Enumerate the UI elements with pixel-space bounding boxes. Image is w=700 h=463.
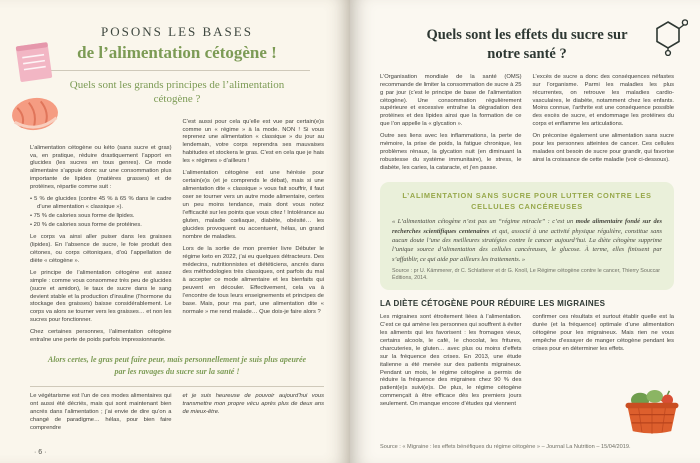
list-item: • 5 % de glucides (contre 45 % à 65 % dans le cadre d’une alimentation « classique »).: [30, 196, 172, 212]
paragraph: L’alimentation cétogène est une hérésie pour certain(e)s (et je comprends le débat), mais si une alimentation dite « classique » vous fait souffrir, il faut oser se tourner vers un autre mode alimentaire, certes un peu moins tendance, mais dont vous notez l’efficacité sur les points que vous citez ! Intolérance au gluten, maladie cœliaque, diabète, obésité… les glucides provoquent ou accentuent, hélas, un grand nombre de maladies.: [182, 170, 324, 240]
list-item: • 20 % de calories sous forme de protéines.: [30, 222, 172, 230]
left-column-1: [30, 119, 172, 350]
callout-title: L’ALIMENTATION SANS SUCRE POUR LUTTER CONTRE LES CELLULES CANCÉREUSES: [402, 190, 652, 211]
paragraph: et je suis heureuse de pouvoir aujourd’hui vous transmettre mon propre vécu après plus de deux ans de mieux-être.: [182, 393, 324, 416]
callout-source: Source : pr U. Kämmerer, dr C. Schlatterer et dr G. Knoll, Le Régime cétogène contre le cancer, Thierry Souccar Éditions, 2014.: [392, 267, 661, 282]
paragraph: C’est aussi pour cela qu’elle est vue par certain(e)s comme un « régime » à la mode. NON ! Si vous reprenez une alimentation « classique » du jour au lendemain, votre corps reprendra ses mauvaises habitudes et stockera le gras. C’est en cela que je hais les « régimes » d’ailleurs !: [182, 118, 324, 165]
divider: [30, 386, 324, 387]
paragraph: Le principe de l’alimentation cétogène est assez simple : comme vous consommez très peu de glucides (sucre et amidon), le taux de sucre dans le sang devient stable et la production d’insuline (l’hormone du stockage des graisses) baisse considérablement. Le corps va alors se tourner vers les graisses… et non les sucres pour fonctionner.: [30, 269, 172, 324]
callout-text-segment: « L’alimentation cétogène n’est pas un “régime miracle” : c’est un: [392, 218, 576, 226]
sugar-molecule-icon: [648, 14, 688, 56]
left-footer-columns: [30, 393, 324, 433]
article-source: Source : « Migraine : les effets bénéfiques du régime cétogène » – Journal La Nutrition – 15/04/2019.: [380, 444, 631, 451]
right-page: [350, 0, 700, 463]
left-column-2: [183, 119, 325, 350]
paragraph: On préconise également une alimentation sans sucre pour les personnes atteintes de cancer. Ces cellules malades ont besoin de sucre pour grandir, qui favorise ainsi la croissance de cette maladie (voir ci-dessous).: [532, 133, 674, 164]
cancer-callout-box: [380, 182, 674, 290]
footer-column-2: [183, 393, 325, 433]
right-body-columns: [380, 74, 674, 177]
paragraph: confirmer ces résultats et surtout établir quelle est la durée (et la fréquence) optimale d’une alimentation cétogène pour les migraineux. Mais rien ne vous empêche d’essayer de manger cétogène pendant les crises pour en déterminer les effets.: [532, 313, 674, 352]
paragraph: L’alimentation cétogène ou kéto (sans sucre et gras) va, en pratique, réduire drastiquement l’apport en glucides (les sucres en tous genres). Ce mode alimentaire s’appuie donc sur une consommation plus importante de lipides (matières grasses) et de protéines, répartie comme suit :: [30, 144, 172, 191]
kicker-title: POSONS LES BASES: [101, 24, 253, 39]
notepad-icon: [16, 42, 53, 82]
paragraph: Chez certaines personnes, l’alimentation cétogène entraîne une perte de poids parfois impressionnante.: [30, 329, 172, 344]
salmon-icon: [10, 96, 59, 133]
paragraph: Outre ses liens avec les inflammations, la perte de mémoire, la prise de poids, la fatigue chronique, les problèmes rénaux, la glycation nuit (en diminuant la robustesse du système immunitaire), le stress, le diabète, les caries, la cataracte, et j’en passe.: [380, 133, 522, 171]
vegetable-basket-icon: [620, 383, 684, 439]
section-question-heading: Quels sont les grands principes de l’alimentation cétogène ?: [69, 79, 285, 106]
footer-column-1: [30, 393, 172, 433]
right-column-2: [533, 74, 675, 177]
right-column-1: [380, 74, 522, 177]
callout-text-bold: mode alimentaire fondé sur des recherches scientifiques centenaires: [392, 218, 662, 235]
page-number: · 6 ·: [34, 449, 47, 456]
paragraph: Lors de la sortie de mon premier livre Débuter le régime keto en 2022, j’ai eu quelques détracteurs. Des médecins, nutritionnistes et diététiciens, ancrés dans des méthodologies très classiques, ont parfois du mal à accepter ce mode alimentaire et les bienfaits qui peuvent en découler. Effectivement, cela va à l’encontre de tous leurs enseignements et principes de base. Mais, pour ma part, une alimentation dite « normale » me rend malade… Que dois-je faire alors ?: [182, 245, 324, 316]
left-body-columns: [30, 119, 324, 350]
page-title: Quels sont les effets du sucre sur notre santé ?: [426, 27, 628, 62]
page-title: de l’alimentation cétogène !: [77, 43, 277, 62]
macro-ratio-list: [30, 196, 172, 230]
paragraph: Le végétarisme est l’un de ces modes alimentaires qui ont aussi été décriés, mais qui sont maintenant bien ancrés dans l’alimentation ; j’ai envie de dire qu’on a changé de paradigme… hélas, pour bien faire comprendre: [30, 393, 172, 432]
callout-text-segment: et qui, associé à une activité physique régulière, constitue sans aucun doute l’une des meilleures stratégies contre le cancer aujourd’hui. La diète cétogène supprime l’unique source d’alimentation des cellules cancéreuses, le glucose. À terme, elles finissent par s’affaiblir, ce qui aide par ailleurs les traitements. »: [392, 227, 662, 263]
paragraph: L’excès de sucre a donc des conséquences néfastes sur l’organisme. Parmi les maladies les plus récurrentes, on retrouve les maladies cardio-vasculaires, le diabète, notamment chez les enfants. Moins connue, l’arthrite est une conséquence possible des excès de sucre, et endommage les protéines du corps et enflamme les articulations.: [532, 73, 674, 128]
migraine-column-1: [380, 314, 522, 413]
pull-quote: Alors certes, le gras peut faire peur, mais personnellement je suis plus apeurée par les ravages du sucre sur la santé !: [47, 355, 307, 376]
list-item: • 75 % de calories sous forme de lipides.: [30, 213, 172, 221]
migraine-section-heading: LA DIÈTE CÉTOGÈNE POUR RÉDUIRE LES MIGRAINES: [380, 298, 606, 308]
paragraph: Les migraines sont étroitement liées à l’alimentation. C’est ce qui amène les personnes qui souffrent à éviter les aliments qui les favorisent : les fromages vieux, certains alcools, le café, le chocolat, les fritures, charcuteries, le gluten… avec plus ou moins d’effets sur la fréquence des crises. En 2013, une étude italienne a été menée sur des patients migraineux. Pendant un mois, le régime cétogène a permis de réduire la fréquence des migraines chez 90 % des patient(e)s suivi(e)s. De plus, le régime cétogène commençait à être efficace dès les premiers jours seulement. On manque encore d’études qui viennent: [380, 313, 522, 408]
left-page-header: [30, 24, 324, 107]
notepad-and-salmon-illustration: [6, 38, 64, 138]
paragraph: L’Organisation mondiale de la santé (OMS) recommande de limiter la consommation de sucre à 25 g par jour (c’est le principe de base de l’alimentation cétogène). Une consommation régulièrement supérieure et excessive entraîne la dégradation des protéines et des lipides ainsi que la formation de ce que l’on appelle la « glycation ».: [380, 73, 522, 128]
callout-body: [392, 217, 662, 263]
divider: [44, 70, 310, 71]
paragraph: Le corps va ainsi aller puiser dans les graisses (lipides). En l’absence de sucre, le foie produit des cétones, ou corps cétoniques, d’où l’appellation de diète « cétogène ».: [30, 233, 172, 264]
